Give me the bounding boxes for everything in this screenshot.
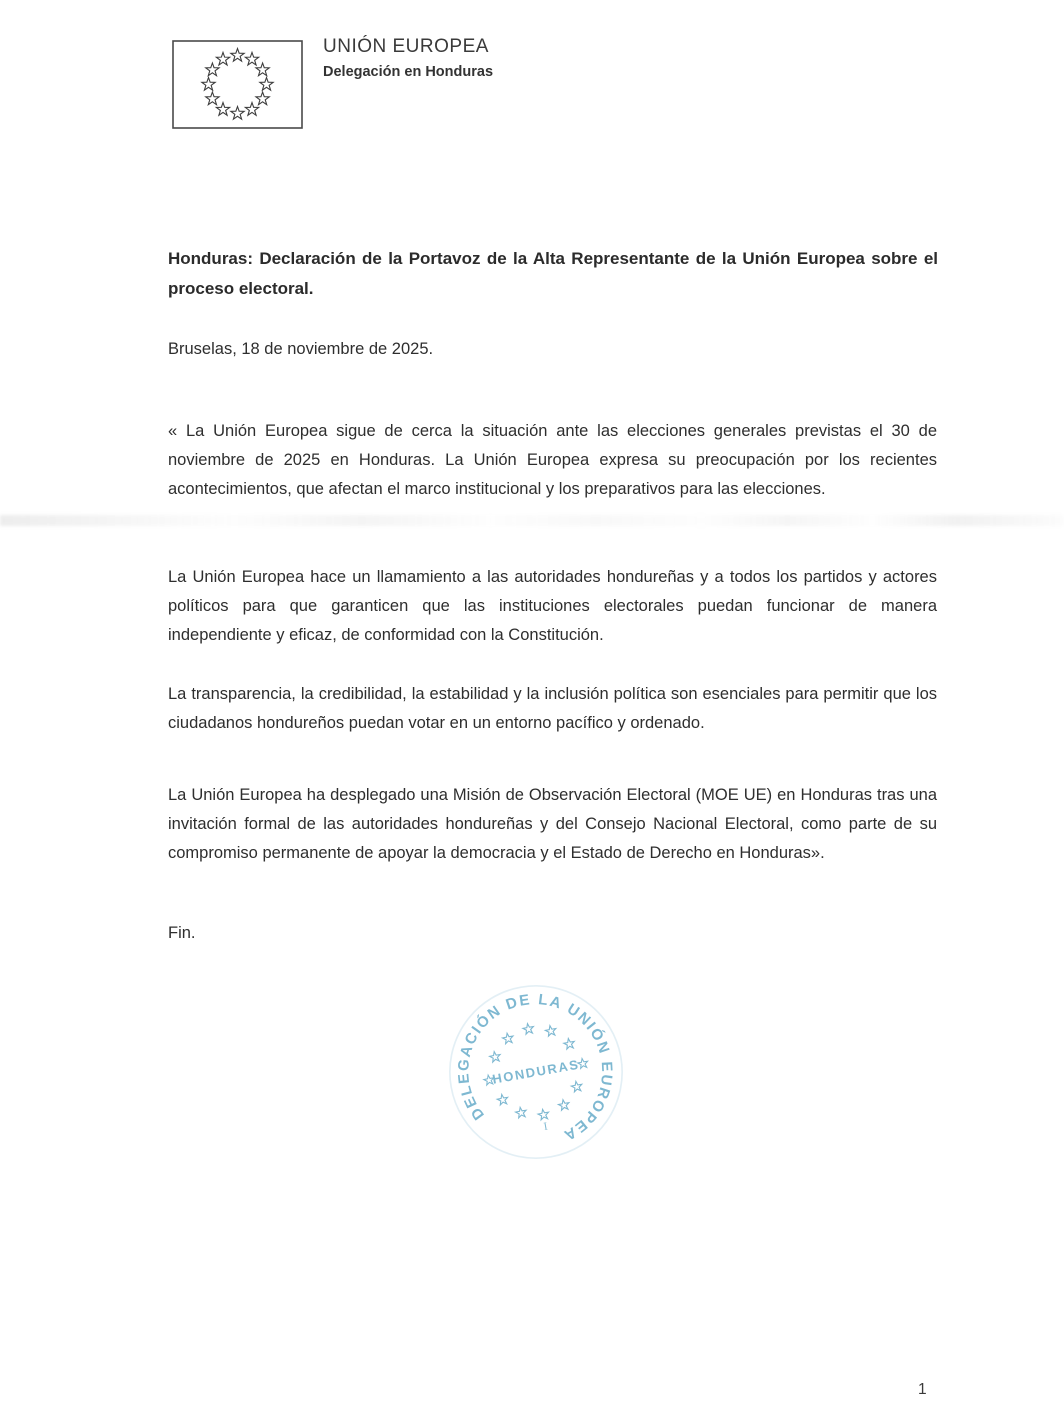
paragraph-2: La Unión Europea hace un llamamiento a las autoridades hondureñas y a todos los partidos y actores políticos para que garanticen que las instituciones electorales puedan funcionar de manera independiente y eficaz, de conformidad con la Constitución. xyxy=(168,568,937,644)
closing-fin: Fin. xyxy=(168,924,196,942)
paragraph-1: « La Unión Europea sigue de cerca la situación ante las elecciones generales previstas el 30 de noviembre de 2025 en Honduras. La Unión Europea expresa su preocupación por los recientes acontecimientos, que afectan el marco institucional y los preparativos para las elecciones. xyxy=(168,422,937,498)
org-name: UNIÓN EUROPEA xyxy=(323,36,489,57)
org-block xyxy=(323,36,493,80)
stamp-center-text: HONDURAS xyxy=(491,1056,581,1087)
paragraph-4: La Unión Europea ha desplegado una Misión de Observación Electoral (MOE UE) en Honduras tras una invitación formal de las autoridades hondureñas y del Consejo Nacional Electoral, como parte de su compromiso permanente de apoyar la democracia y el Estado de Derecho en Honduras». xyxy=(168,786,937,862)
stamp-bottom-mark: I xyxy=(542,1120,549,1133)
org-subtitle: Delegación en Honduras xyxy=(323,64,494,80)
scan-artifact-stripe xyxy=(0,515,1064,526)
delegation-stamp xyxy=(444,980,628,1164)
document-title: Honduras: Declaración de la Portavoz de la Alta Representante de la Unión Europea sobre el proceso electoral. xyxy=(168,249,938,298)
dateline: Bruselas, 18 de noviembre de 2025. xyxy=(168,340,434,358)
eu-flag-logo xyxy=(172,40,303,129)
page-number: 1 xyxy=(918,1381,927,1398)
stamp-ring-text: DELEGACIÓN DE LA UNIÓN EUROPEA xyxy=(455,991,616,1145)
paragraph-3: La transparencia, la credibilidad, la estabilidad y la inclusión política son esenciales para permitir que los ciudadanos hondureños puedan votar en un entorno pacífico y ordenado. xyxy=(168,685,937,732)
